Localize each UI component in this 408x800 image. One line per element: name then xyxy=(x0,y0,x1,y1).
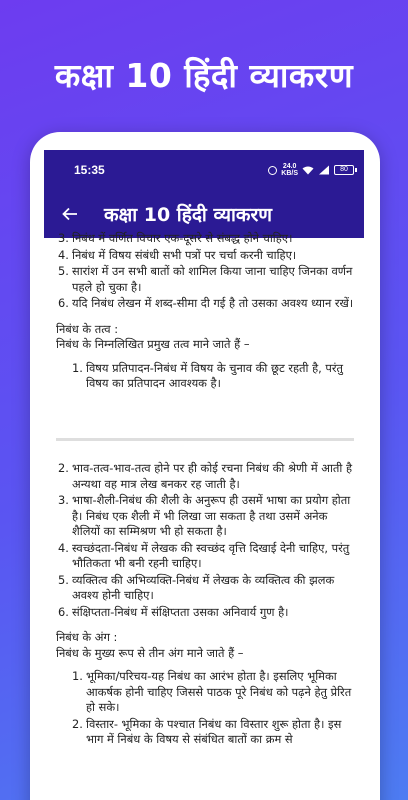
back-arrow-icon[interactable] xyxy=(58,202,82,226)
list-item xyxy=(56,541,354,572)
list-item-number: 2. xyxy=(58,461,69,475)
list-item-number: 4. xyxy=(58,247,69,262)
alarm-icon xyxy=(268,166,277,175)
list-item-number: 5. xyxy=(58,572,69,587)
status-bar xyxy=(44,150,364,190)
list-item-number: 3. xyxy=(58,493,69,507)
card2-list-b xyxy=(56,669,354,748)
list-item-number: 1. xyxy=(72,360,83,375)
list-item xyxy=(56,573,354,604)
app-bar-title: कक्षा 10 हिंदी व्याकरण xyxy=(104,204,272,226)
list-item xyxy=(56,264,354,295)
net-speed-unit: KB/S xyxy=(281,170,298,177)
list-item-number: 6. xyxy=(58,604,69,619)
list-item-number: 1. xyxy=(72,669,83,683)
list-item xyxy=(70,361,354,392)
list-item xyxy=(70,669,354,716)
status-icons xyxy=(268,163,354,177)
list-item xyxy=(56,493,354,540)
net-speed-value: 24.0 xyxy=(282,163,297,170)
list-item-number: 2. xyxy=(72,716,83,731)
list-item-text: भाव-तत्व-भाव-तत्व होने पर ही कोई रचना निबंध की श्रेणी में आती है अन्यथा वह मात्र लेख बनकर रह जाती है। xyxy=(72,461,353,491)
list-item-text: विषय प्रतिपादन-निबंध में विषय के चुनाव की छूट रहती है, परंतु विषय का प्रतिपादन आवश्यक है। xyxy=(86,360,344,390)
signal-icon xyxy=(318,165,330,175)
card1-list-a xyxy=(56,231,354,312)
list-item xyxy=(70,717,354,748)
list-item-text: संक्षिप्तता-निबंध में संक्षिप्तता उसका अनिवार्य गुण है। xyxy=(72,604,289,619)
content-area[interactable] xyxy=(44,231,364,748)
section-intro: निबंध के मुख्य रूप से तीन अंग माने जाते हैं – xyxy=(56,645,244,660)
list-item xyxy=(56,231,354,247)
card2-list-a xyxy=(56,461,354,620)
list-item-text: सारांश में उन सभी बातों को शामिल किया जाना चाहिए जिनका वर्णन पहले हो चुका है। xyxy=(72,264,353,294)
list-item xyxy=(56,605,354,621)
list-item-number: 4. xyxy=(58,540,69,555)
section-heading: निबंध के तत्व : xyxy=(56,321,119,336)
list-item-text: भाषा-शैली-निबंध की शैली के अनुरूप ही उसमें भाषा का प्रयोग होता है। निबंध एक शैली में भी लिखा जा सकता है तथा उसमें अनेक शैलियों का सम्मिश्रण भी हो सकता है। xyxy=(72,493,351,538)
list-item xyxy=(56,248,354,264)
list-item-number: 6. xyxy=(58,296,69,310)
list-item-text: विस्तार- भूमिका के पश्चात निबंध का विस्तार शुरू होता है। इस भाग में निबंध के विषय से संबंधित बातों का क्रम से xyxy=(86,716,342,746)
net-speed xyxy=(281,163,298,177)
section-intro: निबंध के निम्नलिखित प्रमुख तत्व माने जाते हैं – xyxy=(56,337,250,351)
app-screen xyxy=(44,150,364,800)
list-item-text: स्वच्छंदता-निबंध में लेखक की स्वच्छंद वृत्ति दिखाई देनी चाहिए, परंतु भौतिकता भी बनी रहनी चाहिए। xyxy=(72,540,350,570)
content-card-2 xyxy=(56,441,354,748)
list-item-text: निबंध में विषय संबंधी सभी पत्रों पर चर्चा करनी चाहिए। xyxy=(72,247,297,262)
card1-list-b xyxy=(56,361,354,392)
status-time: 15:35 xyxy=(74,163,105,177)
content-card-1 xyxy=(56,231,354,438)
list-item-text: भूमिका/परिचय-यह निबंध का आरंभ होता है। इसलिए भूमिका आकर्षक होनी चाहिए जिससे पाठक पूरे निबंध को पढ़ने हेतु प्रेरित हो सके। xyxy=(86,669,352,714)
list-item xyxy=(56,296,354,312)
list-item-text: निबंध में वर्णित विचार एक-दूसरे से संबद्ध होने चाहिए। xyxy=(72,231,293,245)
section-heading: निबंध के अंग : xyxy=(56,630,118,644)
list-item-text: व्यक्तित्व की अभिव्यक्ति-निबंध में लेखक के व्यक्तित्व की झलक अवश्य होनी चाहिए। xyxy=(72,572,335,602)
promo-title: कक्षा 10 हिंदी व्याकरण xyxy=(54,56,354,95)
wifi-icon xyxy=(302,166,314,175)
list-item-text: यदि निबंध लेखन में शब्द-सीमा दी गई है तो उसका अवश्य ध्यान रखें। xyxy=(72,296,354,310)
list-item-number: 3. xyxy=(58,231,69,245)
list-item xyxy=(56,461,354,492)
list-item-number: 5. xyxy=(58,264,69,278)
battery-icon: 80 xyxy=(334,165,354,175)
